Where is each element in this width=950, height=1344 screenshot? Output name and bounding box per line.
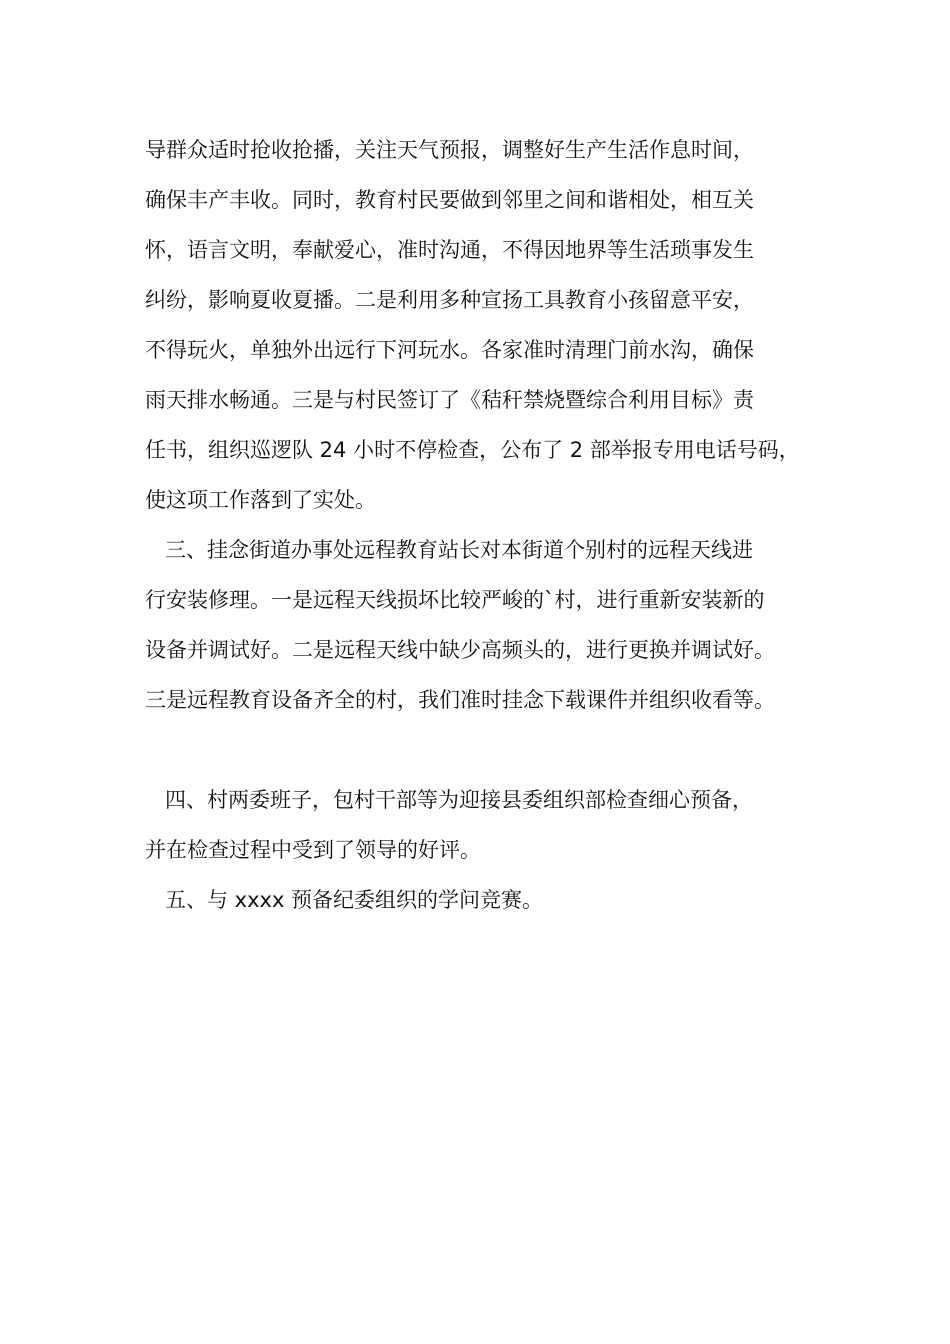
text-line: 雨天排水畅通。三是与村民签订了《秸秆禁烧暨综合利用目标》责 (145, 388, 754, 412)
text-line: 使这项工作落到了实处。 (145, 488, 376, 512)
text-line: 三是远程教育设备齐全的村，我们准时挂念下载课件并组织收看等。 (145, 688, 775, 712)
text-line: 行安装修理。一是远程天线损坏比较严峻的`村，进行重新安装新的 (145, 588, 765, 612)
text-line: 不得玩火，单独外出远行下河玩水。各家准时清理门前水沟，确保 (145, 338, 754, 362)
text-line: 五、与 xxxx 预备纪委组织的学问竞赛。 (165, 888, 544, 912)
text-line: 设备并调试好。二是远程天线中缺少高频头的，进行更换并调试好。 (145, 638, 775, 662)
text-line: 怀，语言文明，奉献爱心，准时沟通，不得因地界等生活琐事发生 (145, 238, 754, 262)
text-line: 纠纷，影响夏收夏播。二是利用多种宣扬工具教育小孩留意平安， (145, 288, 754, 312)
text-line: 确保丰产丰收。同时，教育村民要做到邻里之间和谐相处，相互关 (145, 188, 754, 212)
text-line: 导群众适时抢收抢播，关注天气预报，调整好生产生活作息时间， (145, 138, 754, 162)
text-line: 四、村两委班子，包村干部等为迎接县委组织部检查细心预备， (165, 788, 753, 812)
text-line: 任书，组织巡逻队 24 小时不停检查，公布了 2 部举报专用电话号码， (145, 438, 800, 462)
text-line: 并在检查过程中受到了领导的好评。 (145, 838, 481, 862)
text-line: 三、挂念街道办事处远程教育站长对本街道个别村的远程天线进 (165, 538, 753, 562)
